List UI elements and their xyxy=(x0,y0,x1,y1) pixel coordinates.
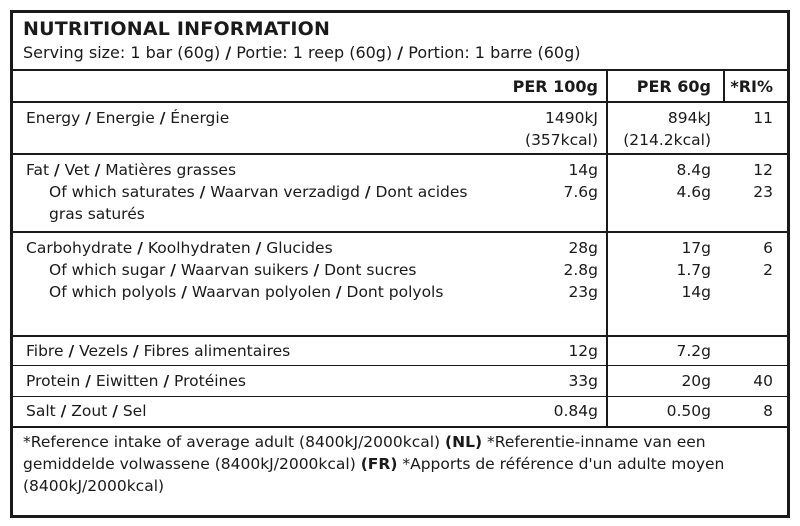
row-label: Energy / Energie / Énergie xyxy=(26,109,230,127)
sugar-ri: 2 xyxy=(763,261,773,279)
reference-intake-note: *Reference intake of average adult (8400kJ/2000kcal) (NL) *Referentie-inname van een gemiddelde volwassene (8400kJ/2000kcal) (FR) *Apports de référence d'un adulte moyen (8400kJ/2000kcal) xyxy=(23,433,725,495)
panel-title: NUTRITIONAL INFORMATION xyxy=(23,18,331,40)
sugar-per60: 1.7g xyxy=(676,261,711,279)
col-ri-header: *RI% xyxy=(730,77,773,96)
separator: / xyxy=(397,43,404,62)
fibre-per60: 7.2g xyxy=(676,342,711,360)
saturates-ri: 23 xyxy=(753,183,773,201)
table-row-salt xyxy=(13,396,787,427)
carbs-per100: 28g xyxy=(568,239,598,257)
saturates-per60: 4.6g xyxy=(676,183,711,201)
row-label-sub: Of which saturates / Waarvan verzadigd / Dont acides gras saturés xyxy=(49,183,468,223)
column-divider xyxy=(723,69,725,101)
serving-en: Serving size: 1 bar (60g) xyxy=(23,43,221,62)
protein-per100: 33g xyxy=(568,372,598,390)
serving-fr: Portion: 1 barre (60g) xyxy=(408,43,581,62)
serving-nl: Portie: 1 reep (60g) xyxy=(236,43,393,62)
table-row-protein xyxy=(13,365,787,397)
carbs-ri: 6 xyxy=(763,239,773,257)
row-label: Fibre / Vezels / Fibres alimentaires xyxy=(26,342,291,360)
fat-ri: 12 xyxy=(753,161,773,179)
sugar-per100: 2.8g xyxy=(563,261,598,279)
column-divider xyxy=(606,69,608,428)
row-label-sub: Of which sugar / Waarvan suikers / Dont sucres xyxy=(49,261,417,279)
table-header xyxy=(13,69,787,103)
salt-ri: 8 xyxy=(763,402,773,420)
energy-ri: 11 xyxy=(753,109,773,127)
table-row-energy xyxy=(13,101,787,155)
saturates-per100: 7.6g xyxy=(563,183,598,201)
separator: / xyxy=(225,43,232,62)
table-row-carbohydrate xyxy=(13,231,787,337)
salt-per60: 0.50g xyxy=(666,402,711,420)
polyols-per60: 14g xyxy=(681,283,711,301)
salt-per100: 0.84g xyxy=(553,402,598,420)
fat-per100: 14g xyxy=(568,161,598,179)
energy-per60: 894kJ (214.2kcal) xyxy=(623,109,711,149)
col-per60-header: PER 60g xyxy=(636,77,711,96)
nutrition-panel xyxy=(10,10,790,518)
col-per100-header: PER 100g xyxy=(512,77,598,96)
row-label: Fat / Vet / Matières grasses xyxy=(26,161,237,179)
table-row-fat xyxy=(13,153,787,233)
row-label: Protein / Eiwitten / Protéines xyxy=(26,372,246,390)
polyols-per100: 23g xyxy=(568,283,598,301)
protein-per60: 20g xyxy=(681,372,711,390)
fat-per60: 8.4g xyxy=(676,161,711,179)
row-label-sub: Of which polyols / Waarvan polyolen / Dont polyols xyxy=(49,283,444,301)
energy-per100: 1490kJ (357kcal) xyxy=(525,109,598,149)
table-bottom-rule xyxy=(13,426,787,428)
row-label: Salt / Zout / Sel xyxy=(26,402,147,420)
row-label: Carbohydrate / Koolhydraten / Glucides xyxy=(26,239,333,257)
protein-ri: 40 xyxy=(753,372,773,390)
fibre-per100: 12g xyxy=(568,342,598,360)
serving-size xyxy=(23,43,580,62)
table-row-fibre xyxy=(13,335,787,367)
carbs-per60: 17g xyxy=(681,239,711,257)
